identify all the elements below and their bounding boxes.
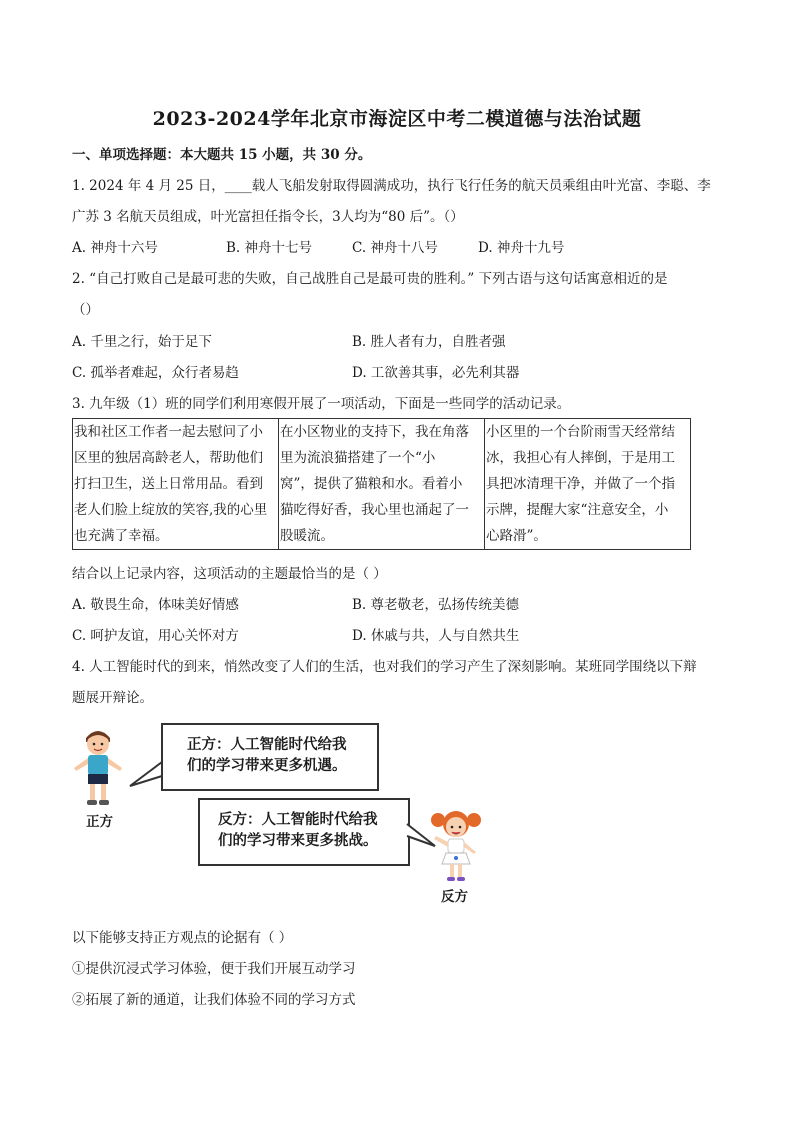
girl-illustration — [428, 806, 484, 886]
q3-option-d: D. 休戚与共，人与自然共生 — [352, 628, 520, 644]
q3-option-b: B. 尊老敬老，弘扬传统美德 — [352, 597, 520, 613]
q1-option-a: A. 神舟十六号 — [72, 240, 158, 256]
q4-item-2: ②拓展了新的通道，让我们体验不同的学习方式 — [72, 992, 356, 1008]
q1-line1: 1. 2024 年 4 月 25 日，____载人飞船发射取得圆满成功，执行飞行任务的航天员乘组由叶光富、李聪、李 — [72, 178, 711, 194]
q1-option-b: B. 神舟十七号 — [226, 240, 313, 256]
q3-option-c: C. 呵护友谊，用心关怀对方 — [72, 628, 239, 644]
q3-line1: 3. 九年级（1）班的同学们利用寒假开展了一项活动，下面是一些同学的活动记录。 — [72, 396, 571, 412]
con-speech-bubble: 反方：人工智能时代给我 们的学习带来更多挑战。 — [198, 798, 410, 866]
q4-question: 以下能够支持正方观点的论据有（ ） — [72, 930, 293, 946]
section-heading: 一、单项选择题：本大题共 15 小题，共 30 分。 — [72, 147, 372, 163]
q4-line2: 题展开辩论。 — [72, 690, 153, 706]
pro-label: 正方 — [86, 814, 113, 830]
activity-record-table — [72, 418, 691, 550]
q1-option-d: D. 神舟十九号 — [478, 240, 565, 256]
q2-line2: （） — [72, 302, 99, 318]
q2-line1: 2. “自己打败自己是最可悲的失败，自己战胜自己是最可贵的胜利。” 下列古语与这句话寓意相近的是 — [72, 271, 668, 287]
record-cell-1: 我和社区工作者一起去慰问了小 区里的独居高龄老人，帮助他们 打扫卫生，送上日常用品。看到 老人们脸上绽放的笑容,我的心里 也充满了幸福。 — [73, 419, 279, 550]
q2-option-b: B. 胜人者有力，自胜者强 — [352, 334, 506, 350]
q3-question: 结合以上记录内容，这项活动的主题最恰当的是（ ） — [72, 566, 387, 582]
record-cell-3: 小区里的一个台阶雨雪天经常结 冰，我担心有人摔倒，于是用工 具把冰清理干净，并做了一个指 示牌，提醒大家“注意安全，小 心路滑”。 — [485, 419, 691, 550]
con-label: 反方 — [441, 889, 468, 905]
pro-speech-bubble: 正方：人工智能时代给我 们的学习带来更多机遇。 — [161, 723, 379, 791]
q1-option-c: C. 神舟十八号 — [352, 240, 438, 256]
q1-line2: 广苏 3 名航天员组成，叶光富担任指令长，3人均为“80 后”。（） — [72, 209, 464, 225]
q3-option-a: A. 敬畏生命，体味美好情感 — [72, 597, 239, 613]
page-title: 2023-2024学年北京市海淀区中考二模道德与法治试题 — [152, 108, 642, 130]
q4-line1: 4. 人工智能时代的到来，悄然改变了人们的生活，也对我们的学习产生了深刻影响。某班同学围绕以下辩 — [72, 659, 697, 675]
boy-illustration — [68, 724, 128, 810]
record-cell-2: 在小区物业的支持下，我在角落 里为流浪猫搭建了一个“小 窝”，提供了猫粮和水。看着小 猫吃得好香，我心里也涌起了一 股暖流。 — [279, 419, 485, 550]
q2-option-a: A. 千里之行，始于足下 — [72, 334, 212, 350]
q2-option-c: C. 孤举者难起，众行者易趋 — [72, 365, 239, 381]
q2-option-d: D. 工欲善其事，必先利其器 — [352, 365, 520, 381]
q4-item-1: ①提供沉浸式学习体验，便于我们开展互动学习 — [72, 961, 356, 977]
